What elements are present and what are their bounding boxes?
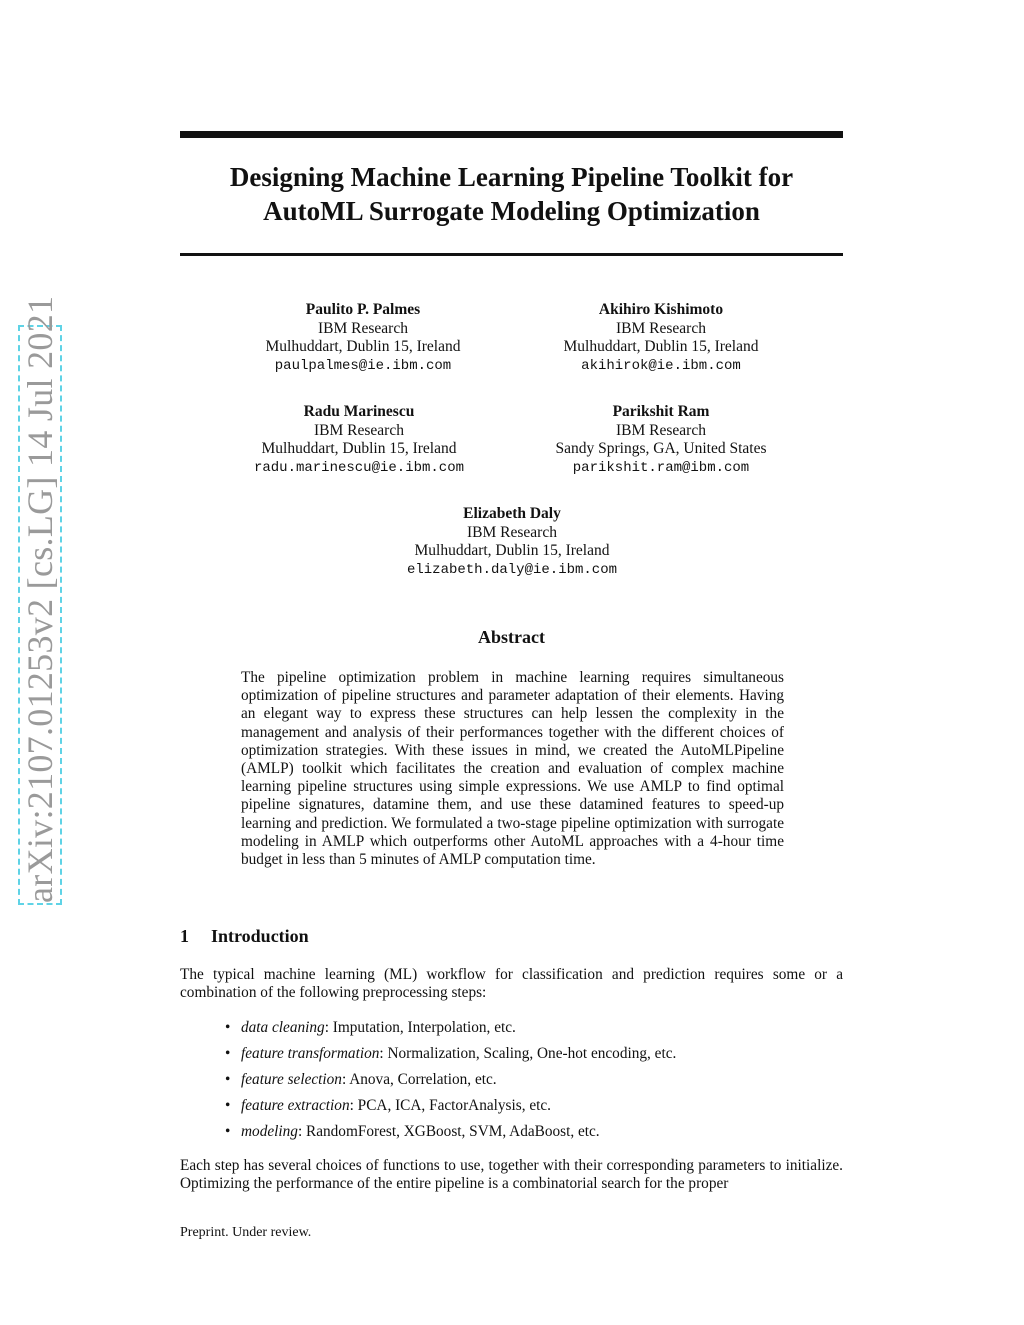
author-org: IBM Research [616, 421, 706, 439]
list-item-term: feature extraction [241, 1097, 350, 1114]
author-name: Parikshit Ram [612, 403, 710, 420]
list-item-term: feature selection [241, 1071, 342, 1088]
author-email: paulpalmes@ie.ibm.com [274, 357, 452, 374]
author-org: IBM Research [314, 421, 404, 439]
author-address: Mulhuddart, Dublin 15, Ireland [265, 338, 461, 355]
author-org: IBM Research [616, 319, 706, 337]
list-item-term: data cleaning [241, 1019, 325, 1036]
title-top-rule [180, 131, 843, 138]
paper-title [180, 160, 843, 228]
author-name: Elizabeth Daly [463, 505, 561, 522]
abstract-text: The pipeline optimization problem in machine learning requires simultaneous optimization of pipeline structures and parameter adaptation of their elements. Having an elegant way to express these structures can help lessen the complexity in the management and analysis of their performances together with the different choices of optimization strategies. With these issues in mind, we created the AutoMLPipeline (AMLP) toolkit which facilitates the creation and evaluation of complex machine learning pipeline structures using simple expressions. We use AMLP to find optimal pipeline signatures, datamine them, and use these datamined features to speed-up learning and prediction. We formulated a two-stage pipeline optimization with surrogate modeling in AMLP which outperforms other AutoML approaches with a 4-hour time budget in less than 5 minutes of AMLP computation time. [241, 669, 784, 869]
list-item [223, 1123, 823, 1149]
intro-paragraph-1: The typical machine learning (ML) workflow for classification and prediction requires some or a combination of the following preprocessing steps: [180, 966, 843, 1002]
list-item-term: feature transformation [241, 1045, 380, 1062]
author-org: IBM Research [467, 523, 557, 541]
intro-paragraph-2: Each step has several choices of functions to use, together with their corresponding parameters to initialize. Optimizing the performance of the entire pipeline is a combinatorial search for the proper [180, 1157, 843, 1193]
list-item-desc: : PCA, ICA, FactorAnalysis, etc. [349, 1097, 552, 1114]
author-block [199, 403, 519, 477]
list-item [223, 1045, 823, 1071]
author-block [352, 505, 672, 579]
section-heading-introduction [180, 925, 309, 947]
author-email: parikshit.ram@ibm.com [572, 459, 750, 476]
title-bottom-rule [180, 253, 843, 256]
author-address: Mulhuddart, Dublin 15, Ireland [261, 440, 457, 457]
author-name: Akihiro Kishimoto [598, 301, 724, 318]
author-name: Paulito P. Palmes [305, 301, 421, 318]
author-name: Radu Marinescu [303, 403, 415, 420]
author-address: Sandy Springs, GA, United States [555, 440, 767, 457]
author-email: elizabeth.daly@ie.ibm.com [406, 561, 618, 578]
title-line-2: AutoML Surrogate Modeling Optimization [263, 196, 760, 226]
author-block [501, 301, 821, 375]
list-item-desc: : RandomForest, XGBoost, SVM, AdaBoost, etc. [297, 1123, 600, 1140]
author-address: Mulhuddart, Dublin 15, Ireland [414, 542, 610, 559]
list-item [223, 1071, 823, 1097]
title-line-1: Designing Machine Learning Pipeline Toolkit for [229, 162, 794, 192]
author-block [501, 403, 821, 477]
preprint-footer: Preprint. Under review. [180, 1225, 312, 1240]
list-item-desc: : Anova, Correlation, etc. [341, 1071, 497, 1088]
section-title: Introduction [211, 926, 309, 946]
list-item-term: modeling [241, 1123, 298, 1140]
author-block [203, 301, 523, 375]
list-item-desc: : Imputation, Interpolation, etc. [324, 1019, 516, 1036]
list-item-desc: : Normalization, Scaling, One-hot encoding, etc. [379, 1045, 677, 1062]
arxiv-stamp: arXiv:2107.01253v2 [cs.LG] 14 Jul 2021 [20, 295, 60, 903]
author-address: Mulhuddart, Dublin 15, Ireland [563, 338, 759, 355]
abstract-heading: Abstract [478, 627, 545, 647]
author-org: IBM Research [318, 319, 408, 337]
author-email: radu.marinescu@ie.ibm.com [253, 459, 465, 476]
section-number: 1 [180, 926, 189, 946]
list-item [223, 1019, 823, 1045]
author-email: akihirok@ie.ibm.com [581, 357, 741, 374]
preprocessing-steps-list [223, 1019, 823, 1149]
list-item [223, 1097, 823, 1123]
